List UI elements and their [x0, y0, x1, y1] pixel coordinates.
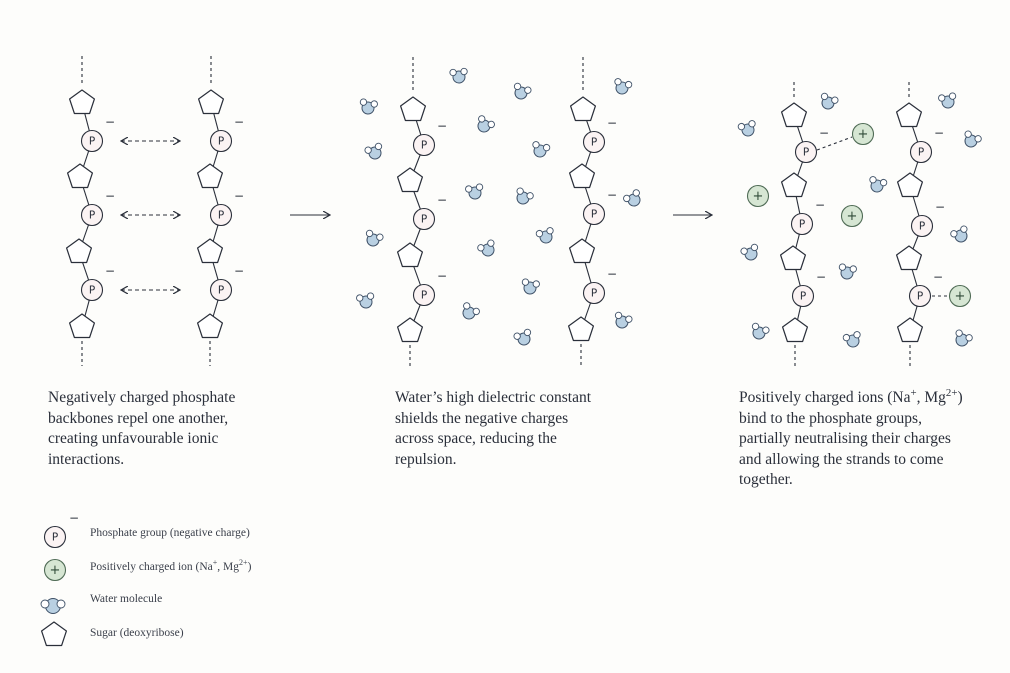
- sugar-shape: [199, 90, 224, 114]
- caption-line: backbones repel one another,: [48, 409, 229, 427]
- caption-line: partially neutralising their charges: [739, 430, 951, 447]
- legend-sugar-symbol: [42, 622, 67, 646]
- water-hydrogen: [450, 69, 457, 76]
- caption-line: together.: [739, 471, 793, 488]
- caption-line: repulsion.: [395, 450, 457, 468]
- legend-sugar-label: Sugar (deoxyribose): [90, 627, 184, 639]
- water-molecule: [842, 331, 862, 349]
- caption-line: and allowing the strands to come: [739, 450, 944, 468]
- caption-line: Negatively charged phosphate: [48, 389, 236, 406]
- phosphate-label: P: [420, 139, 428, 152]
- water-molecule: [465, 183, 485, 200]
- phosphate-label: P: [88, 284, 96, 297]
- phosphate-label: P: [916, 290, 924, 303]
- negative-charge-label: −: [606, 188, 618, 202]
- sugar-shape: [398, 168, 423, 192]
- water-molecule: [837, 263, 857, 280]
- caption-line: bind to the phosphate groups,: [739, 409, 922, 427]
- water-molecule: [950, 225, 972, 245]
- water-molecule: [513, 187, 535, 207]
- negative-charge-label: −: [606, 116, 618, 130]
- legend-negative-charge: −: [68, 511, 80, 525]
- phosphate-label: P: [590, 287, 598, 300]
- sugar-shape: [401, 97, 426, 121]
- sugar-shape: [398, 243, 423, 267]
- legend-phosphate-label: Phosphate group (negative charge): [90, 527, 250, 539]
- phosphate-label: P: [88, 209, 96, 222]
- water-molecule: [740, 243, 761, 262]
- sugar-shape: [781, 246, 806, 270]
- sugar-shape: [898, 173, 923, 197]
- caption-line: creating unfavourable ionic: [48, 430, 219, 447]
- negative-charge-label: −: [233, 115, 245, 129]
- negative-charge-label: −: [104, 115, 116, 129]
- phosphate-label: P: [802, 146, 810, 159]
- water-molecule: [356, 292, 376, 309]
- sugar-shape: [198, 164, 223, 188]
- water-molecule: [520, 278, 540, 295]
- water-molecule: [530, 141, 550, 159]
- panel-1-caption: [48, 388, 235, 470]
- negative-charge-label: −: [436, 193, 448, 207]
- water-molecule: [749, 322, 770, 341]
- symbol-labels: [50, 115, 966, 578]
- sugar-shape: [70, 314, 95, 338]
- negative-charge-label: −: [436, 119, 448, 133]
- water-molecule: [622, 189, 644, 210]
- legend-water-label: Water molecule: [90, 593, 163, 605]
- water-molecule: [867, 176, 887, 194]
- sugar-shape: [783, 318, 808, 342]
- legend-phosphate-letter: P: [51, 531, 59, 544]
- positive-charge-label: +: [954, 289, 966, 304]
- legend-positive-charge: +: [49, 563, 61, 578]
- water-molecule: [513, 328, 534, 347]
- positive-charge-label: +: [857, 127, 869, 142]
- positive-charge-label: +: [846, 209, 858, 224]
- water-hydrogen: [461, 68, 468, 75]
- sugar-shape: [198, 314, 223, 338]
- sugar-shape: [570, 239, 595, 263]
- water-molecule: [961, 130, 983, 150]
- water-molecule: [473, 115, 495, 136]
- water-molecule: [477, 239, 499, 259]
- negative-charge-label: −: [104, 189, 116, 203]
- water-molecule: [737, 120, 757, 138]
- negative-charge-label: −: [233, 264, 245, 278]
- phosphate-label: P: [590, 208, 598, 221]
- sugar-shape: [198, 239, 223, 263]
- water-molecule: [818, 92, 839, 111]
- water-molecule: [612, 78, 632, 96]
- water-molecule: [363, 229, 384, 248]
- negative-charge-label: −: [104, 264, 116, 278]
- sugar-shape: [898, 318, 923, 342]
- negative-charge-label: −: [818, 126, 830, 140]
- negative-charge-label: −: [815, 270, 827, 284]
- legend-ion-label: Positively charged ion (Na+, $Mg^{2+}$): [90, 558, 252, 573]
- sugar-shape: [67, 239, 92, 263]
- water-molecule: [511, 82, 532, 101]
- phosphate-label: P: [88, 135, 96, 148]
- water-molecule: [458, 302, 480, 323]
- sugar-shape: [897, 246, 922, 270]
- caption-line: Positively charged ions (Na+, $Mg^{2+}$): [739, 386, 963, 406]
- phosphate-label: P: [917, 146, 925, 159]
- negative-charge-label: −: [814, 198, 826, 212]
- positive-charge-label: +: [752, 189, 764, 204]
- water-molecule: [364, 142, 385, 161]
- water-molecule: [952, 329, 974, 349]
- panel-2-caption: [395, 388, 591, 470]
- caption-line: shields the negative charges: [395, 409, 569, 427]
- water-molecule: [535, 227, 555, 245]
- negative-charge-label: −: [436, 269, 448, 283]
- phosphate-label: P: [918, 220, 926, 233]
- water-hydrogen: [41, 600, 49, 608]
- phosphate-label: P: [590, 136, 598, 149]
- negative-charge-label: −: [932, 270, 944, 284]
- sugar-shape: [569, 317, 594, 341]
- caption-line: Water’s high dielectric constant: [395, 389, 592, 406]
- phosphate-label: P: [217, 135, 225, 148]
- sugar-shape: [782, 173, 807, 197]
- sugar-shape: [398, 318, 423, 342]
- caption-line: interactions.: [48, 450, 125, 468]
- negative-charge-label: −: [934, 200, 946, 214]
- sugar-shape: [897, 103, 922, 127]
- water-molecule: [450, 68, 469, 84]
- water-molecule: [358, 98, 378, 115]
- caption-line: across space, reducing the: [395, 430, 557, 447]
- phosphate-label: P: [798, 218, 806, 231]
- sugar-shape: [782, 103, 807, 127]
- negative-charge-label: −: [606, 267, 618, 281]
- water-hydrogen: [57, 600, 65, 608]
- sugar-shape: [571, 97, 596, 121]
- water-molecule: [938, 92, 958, 109]
- sugar-shape: [68, 164, 93, 188]
- phosphate-label: P: [420, 289, 428, 302]
- phosphate-label: P: [217, 209, 225, 222]
- phosphate-label: P: [799, 290, 807, 303]
- sugar-shape: [570, 164, 595, 188]
- water-molecule: [612, 311, 633, 330]
- negative-charge-label: −: [233, 189, 245, 203]
- phosphate-label: P: [420, 213, 428, 226]
- phosphate-label: P: [217, 284, 225, 297]
- panel-3-caption: [739, 388, 963, 491]
- sugar-shape: [70, 90, 95, 114]
- molecule-shapes: [41, 68, 982, 645]
- legend-water-symbol: [41, 599, 65, 614]
- negative-charge-label: −: [933, 126, 945, 140]
